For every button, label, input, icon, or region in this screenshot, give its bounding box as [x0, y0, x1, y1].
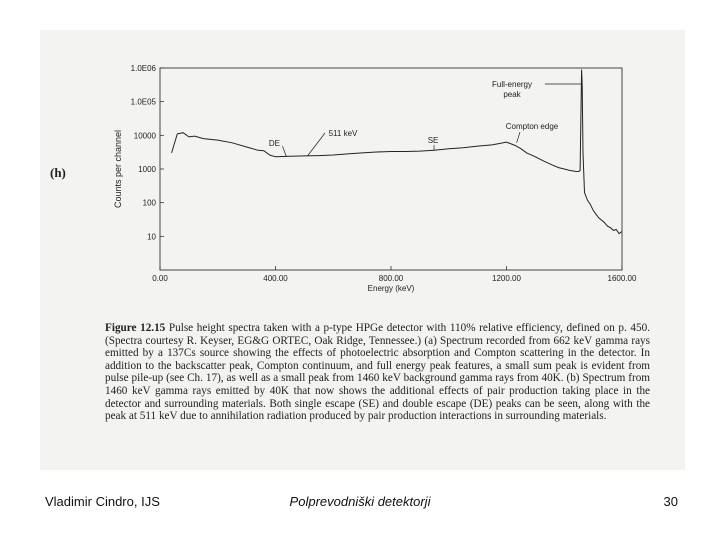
- page-number: 30: [663, 494, 678, 509]
- plot-frame: [160, 68, 622, 270]
- pointer-511-kev: [308, 133, 325, 156]
- y-tick-label: 1000: [138, 165, 156, 174]
- pointer-de: [282, 146, 286, 157]
- y-tick-label: 10: [147, 232, 156, 242]
- annotation-full-energy: Full-energy: [491, 80, 533, 89]
- annotation-se: SE: [427, 136, 439, 145]
- x-axis-label: Energy (keV): [367, 284, 415, 293]
- annotation-peak: peak: [503, 90, 521, 99]
- y-tick-label: 1.0E06: [130, 64, 156, 73]
- y-axis-label: Counts per channel: [113, 129, 123, 209]
- annotation-511-kev: 511 keV: [328, 129, 358, 138]
- x-tick-label: 1200.00: [492, 274, 521, 283]
- footer-author: Vladimir Cindro, IJS: [45, 494, 160, 509]
- x-tick-label: 400.00: [263, 274, 288, 283]
- caption-text: Pulse height spectra taken with a p-type HPGe detector with 110% relative efficiency, defined on p. 450. (Spectra courtesy R. Keyser, EG&G ORTEC, Oak Ridge, Tennessee.) (a) Spectrum recorded from 662 keV gamma rays emitted by a 137Cs source showing the effects of photoelectric absorption and Compton scattering in the detector. In addition to the backscatter peak, Compton continuum, and full energy peak features, a small sum peak is evident from pulse pile-up (see Ch. 17), as well as a small peak from 1460 keV background gamma rays from 40K. (b) Spectrum from 1460 keV gamma rays emitted by 40K that now shows the additional effects of pair production taking place in the detector and surrounding materials. Both single escape (SE) and double escape (DE) peaks can be seen, along with the peak at 511 keV due to annihilation radiation produced by pair production interactions in surrounding materials.: [105, 322, 651, 423]
- footer-title: Polprevodniški detektorji: [289, 494, 431, 509]
- figure-label: Figure 12.15: [105, 322, 166, 334]
- x-tick-label: 0.00: [152, 274, 168, 283]
- panel-label: (h): [50, 165, 66, 180]
- pointer-compton-edge: [517, 132, 520, 143]
- y-tick-label: 1.0E05: [130, 97, 156, 107]
- annotation-compton-edge: Compton edge: [505, 122, 559, 131]
- x-tick-label: 1600.00: [607, 274, 637, 283]
- y-tick-label: 100: [142, 198, 156, 208]
- series-line-spectrum: [172, 70, 622, 234]
- y-tick-label: 10000: [133, 131, 156, 141]
- annotation-de: DE: [268, 139, 281, 148]
- x-tick-label: 800.00: [378, 274, 404, 283]
- figure-caption: [105, 322, 650, 423]
